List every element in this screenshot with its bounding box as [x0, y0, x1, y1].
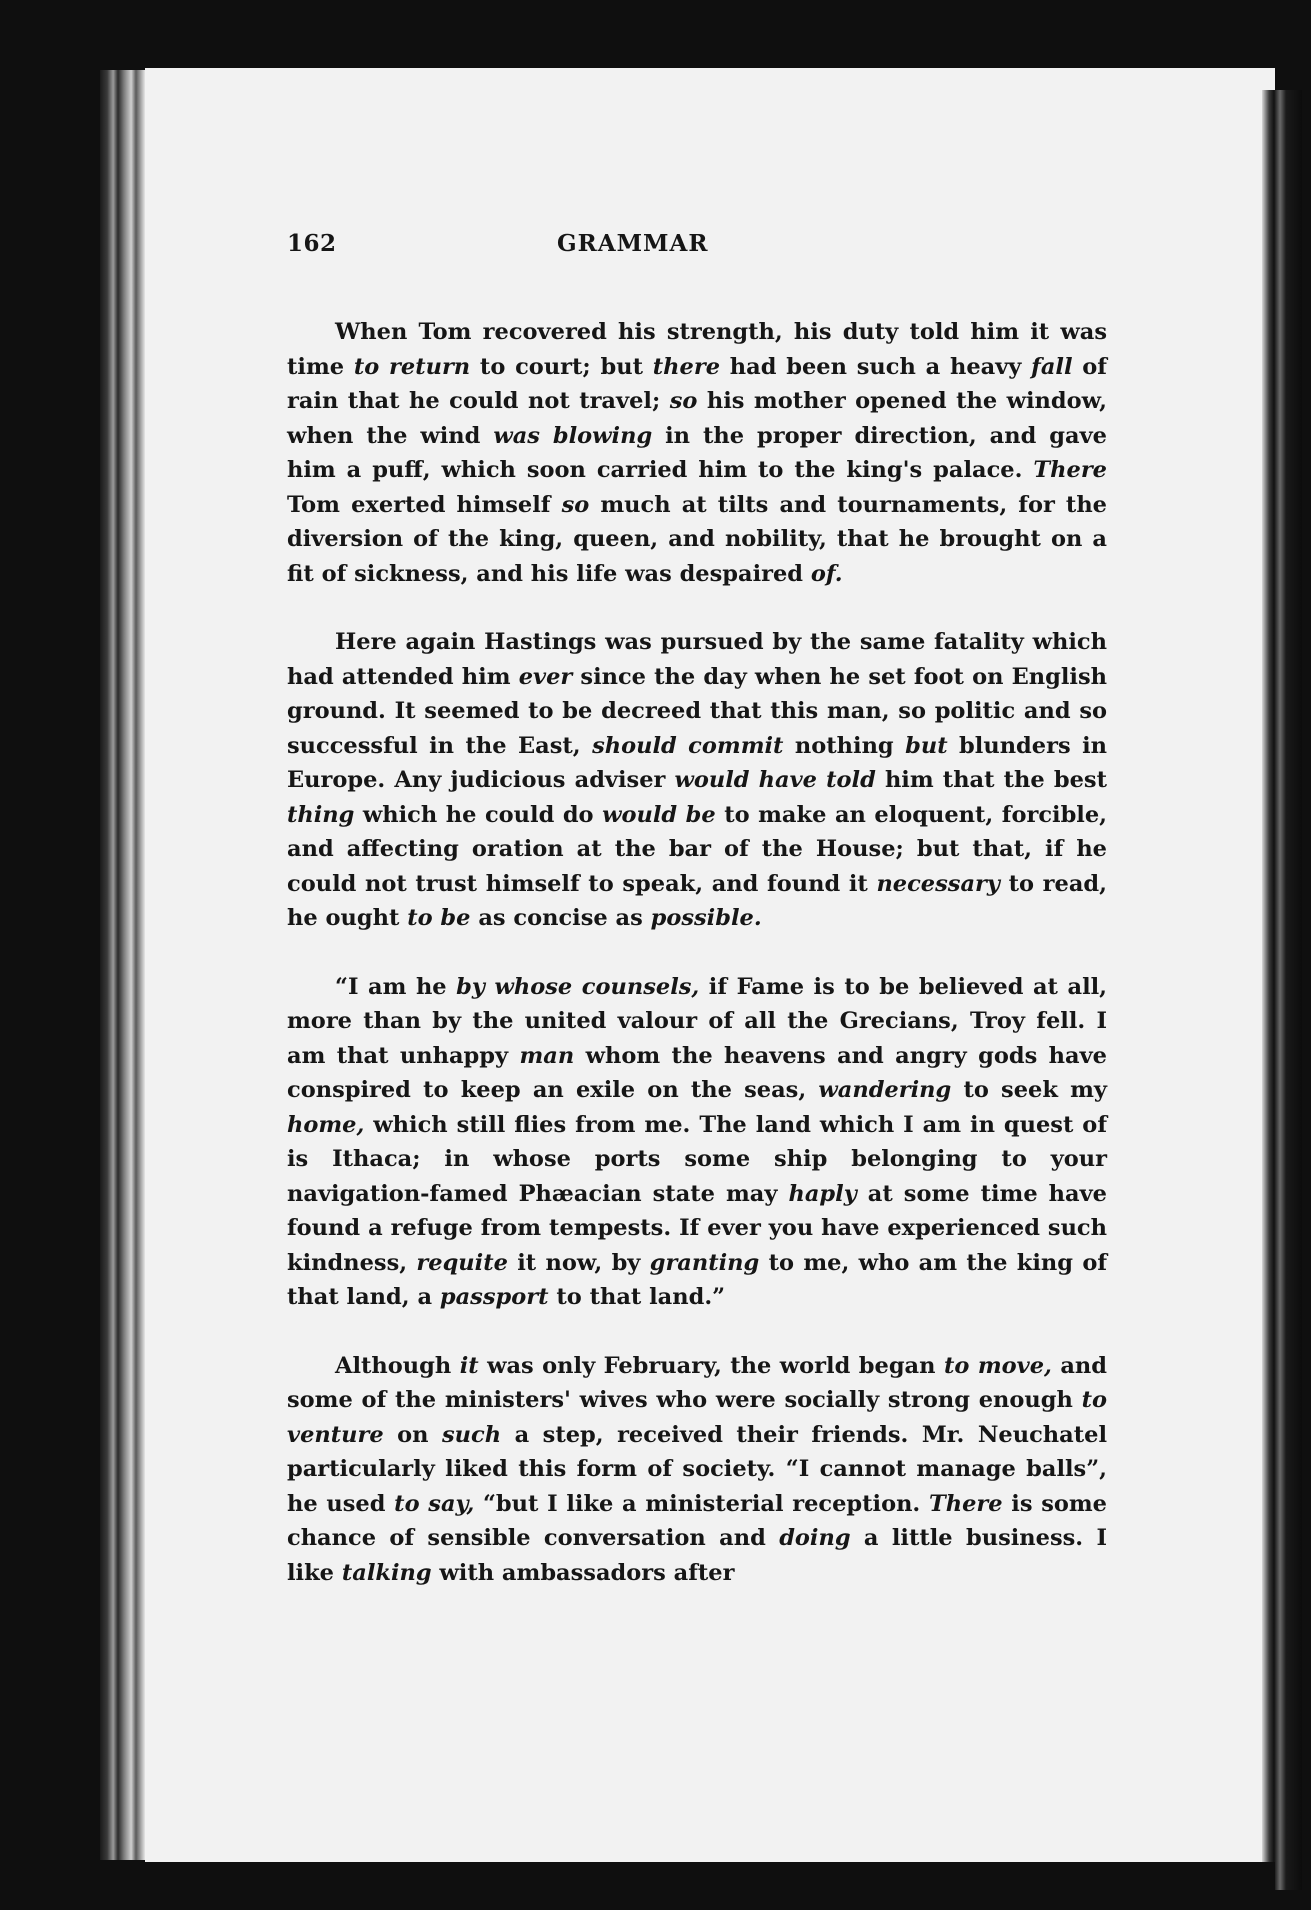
text-run: which still flies from me. The land which I am in quest of is Ithaca; in whose ports some ship belonging to your navigation-famed Phæacian state may: [287, 1111, 1107, 1207]
page-bottom-shadow: [145, 1862, 1275, 1910]
italic-text: would be: [602, 801, 716, 828]
text-run: and some of the ministers' wives who were socially strong enough: [287, 1352, 1108, 1413]
italic-text: to move,: [943, 1352, 1052, 1379]
text-run: was only February, the world began: [478, 1352, 944, 1379]
text-run: blunders in Europe. Any judicious adviser: [287, 732, 1107, 793]
text-run: which he could do: [354, 801, 603, 828]
text-run: Here again Hastings was pursued by the same fatality which had attended him: [287, 629, 1107, 690]
italic-text: by whose counsels,: [456, 973, 700, 1000]
text-run: to that land.”: [548, 1284, 726, 1310]
italic-text: necessary: [876, 870, 1000, 897]
text-run: to me, who am the king of that land, a: [287, 1249, 1107, 1310]
text-run: When Tom recovered his strength, his duty told him it was time: [287, 319, 1107, 380]
italic-text: of.: [810, 560, 843, 587]
running-head: [287, 230, 1107, 270]
text-run: if Fame is to be believed at all, more than by the united valour of all the Grecians, Troy fell. I am that unhappy: [287, 973, 1107, 1069]
italic-text: possible.: [650, 905, 762, 931]
text-run: since the day when he set foot on English ground. It seemed to be decreed that this man, so politic and so successful in the East,: [287, 663, 1107, 759]
paragraph-tom: [287, 315, 1107, 591]
text-run: much at tilts and tournaments, for the diversion of the king, queen, and nobility, that he brought on a fit of sickness, and his life was despaired: [287, 491, 1107, 587]
italic-text: talking: [341, 1559, 432, 1586]
text-run: on: [383, 1421, 443, 1448]
page-number: 162: [287, 230, 337, 257]
text-run: Although: [335, 1352, 460, 1379]
italic-text: fall: [1031, 353, 1073, 380]
text-block: [287, 230, 1107, 1590]
text-run: to read, he ought: [287, 870, 1107, 931]
italic-text: wandering: [818, 1077, 952, 1103]
text-run: with ambassadors after: [431, 1559, 735, 1586]
italic-text: to say,: [394, 1490, 475, 1517]
italic-text: to return: [353, 353, 471, 380]
italic-text: there: [652, 353, 721, 380]
text-run: Tom exerted himself: [287, 491, 562, 518]
italic-text: man: [519, 1042, 575, 1069]
italic-text: but: [905, 732, 948, 759]
paragraph-neuchatel: [287, 1349, 1107, 1591]
text-run: a little business. I like: [287, 1525, 1108, 1586]
text-run: in the proper direction, and gave him a puff, which soon carried him to the king's palace.: [287, 422, 1107, 483]
italic-text: was blowing: [493, 422, 653, 449]
italic-text: doing: [779, 1525, 851, 1551]
italic-text: haply: [788, 1180, 857, 1207]
italic-text: to be: [407, 905, 471, 931]
text-run: him that the best: [875, 767, 1107, 793]
text-run: had been such a heavy: [720, 353, 1032, 380]
italic-text: so: [669, 388, 698, 414]
text-run: at some time have found a refuge from tempests. If ever you have experienced such kindness,: [287, 1180, 1107, 1276]
text-run: of rain that he could not travel;: [287, 353, 1107, 414]
text-run: to court; but: [470, 353, 653, 380]
italic-text: ever: [518, 663, 573, 690]
italic-text: passport: [439, 1284, 549, 1310]
text-run: to seek my: [951, 1077, 1107, 1103]
italic-text: to venture: [287, 1387, 1107, 1448]
italic-text: There: [928, 1490, 1003, 1517]
text-run: nothing: [783, 732, 906, 759]
italic-text: home,: [287, 1111, 365, 1138]
italic-text: There: [1033, 457, 1107, 483]
italic-text: it: [459, 1352, 479, 1379]
italic-text: granting: [649, 1249, 760, 1276]
text-run: his mother opened the window, when the wind: [287, 388, 1107, 449]
paragraph-ulysses: [287, 970, 1107, 1315]
italic-text: should commit: [592, 732, 784, 759]
text-run: whom the heavens and angry gods have conspired to keep an exile on the seas,: [287, 1042, 1107, 1103]
italic-text: such: [442, 1421, 502, 1448]
text-run: “I am he: [335, 973, 457, 1000]
text-run: to make an eloquent, forcible, and affecting oration at the bar of the House; but that, if he could not trust himself to speak, and found it: [287, 801, 1107, 897]
italic-text: would have told: [674, 767, 876, 793]
running-title: GRAMMAR: [557, 230, 709, 257]
text-run: it now, by: [507, 1249, 650, 1276]
text-run: is some chance of sensible conversation and: [287, 1490, 1108, 1551]
text-run: as concise as: [470, 905, 651, 931]
text-run: a step, received their friends. Mr. Neuchatel particularly liked this form of society. “I cannot manage balls”, he used: [287, 1421, 1107, 1517]
paragraph-hastings: [287, 625, 1107, 936]
text-run: “but I like a ministerial reception.: [474, 1490, 929, 1517]
italic-text: so: [561, 491, 590, 518]
italic-text: thing: [287, 801, 355, 828]
italic-text: requite: [416, 1249, 508, 1276]
page-right-edge: [1262, 90, 1302, 1890]
